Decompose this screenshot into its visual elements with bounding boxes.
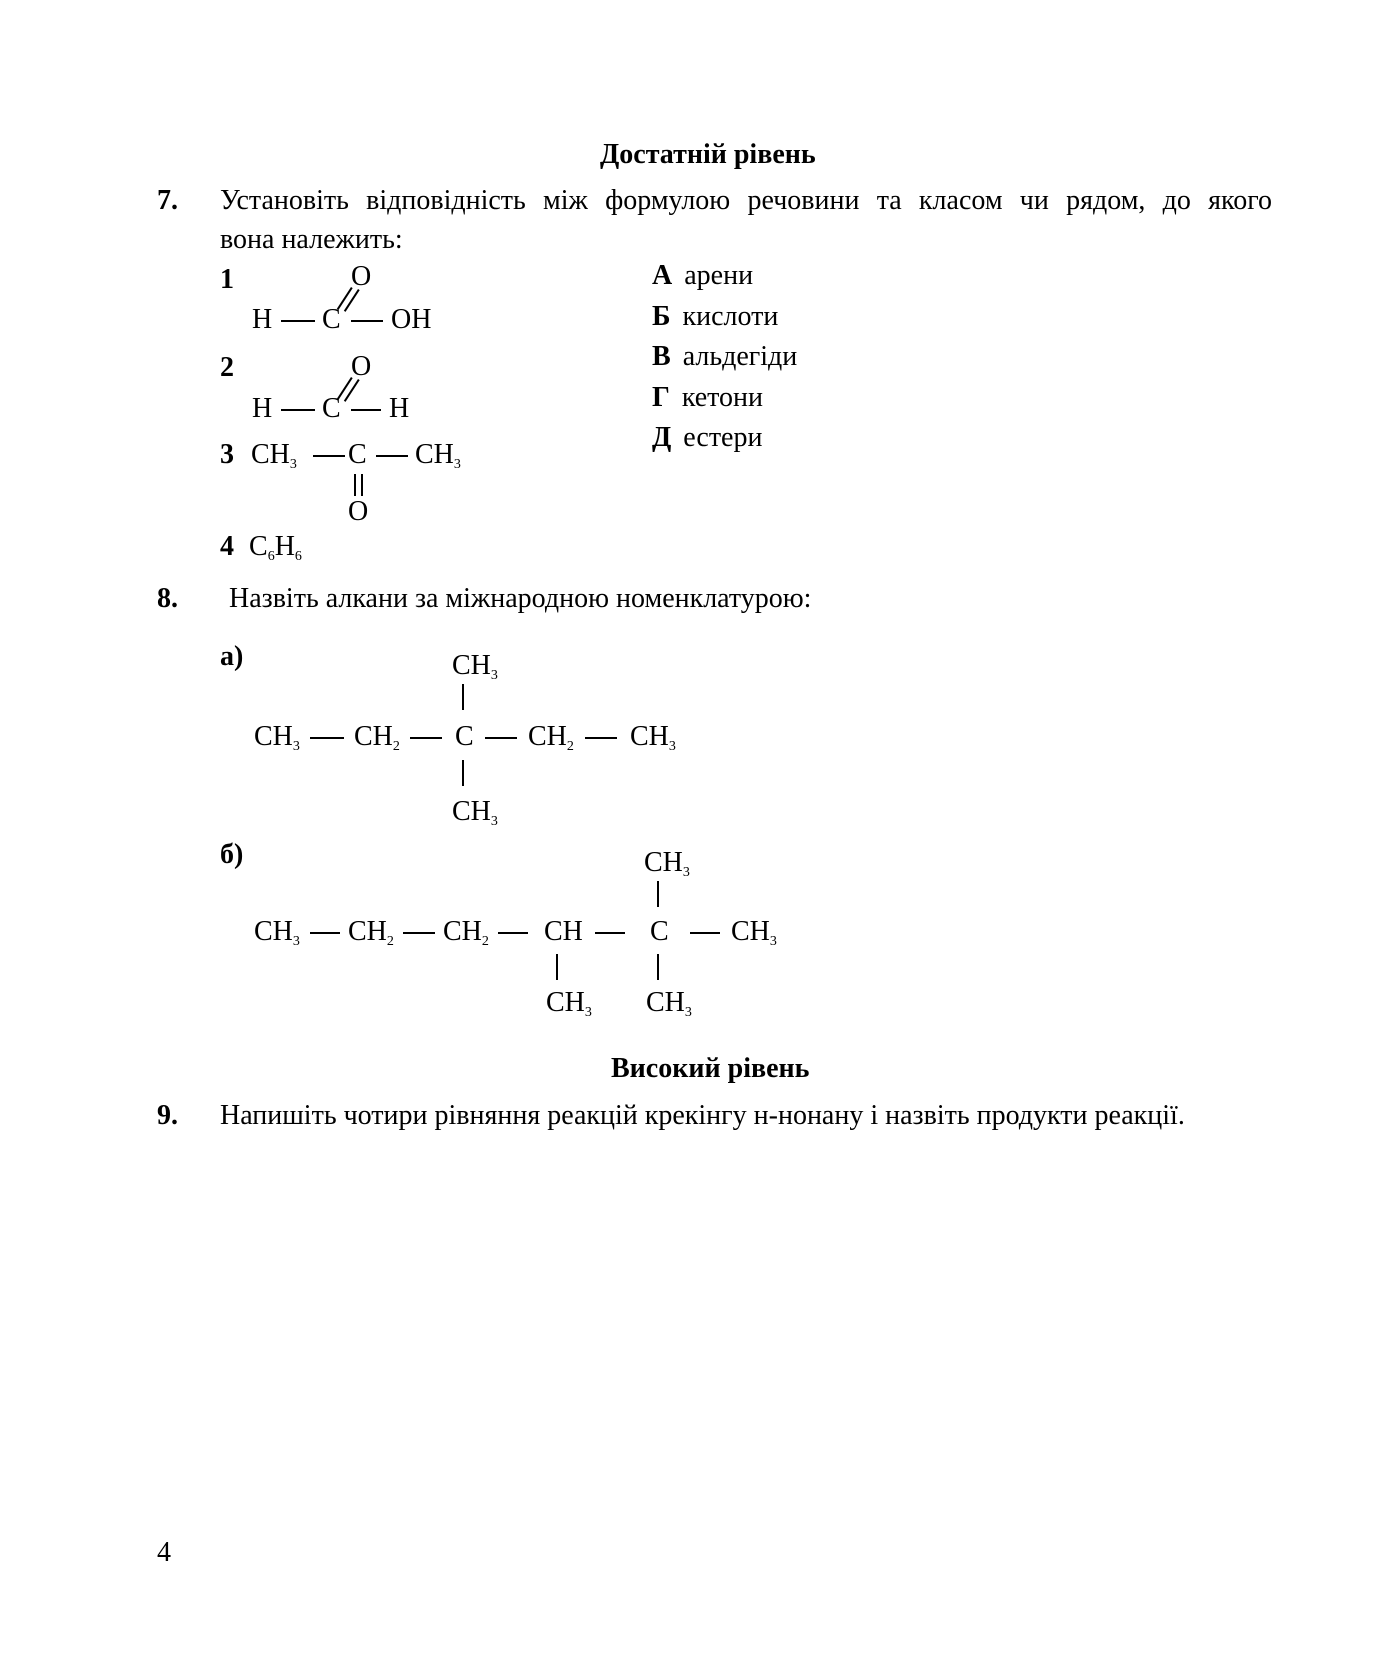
formula-4 [220,531,302,564]
q8a-methyl-1: $CH_3$ [254,721,300,754]
formula-1-oxygen: O [351,261,372,292]
q8a-bond-4 [585,737,617,739]
question-9-text: Напишіть чотири рівняння реакцій крекінгу н-нонану і назвіть продукти реакції. [220,1100,1185,1131]
formula-1-bond-left [281,320,315,322]
question-8-text: Назвіть алкани за міжнародною номенклатурою: [229,583,812,614]
formula-1-hydroxyl: OH [391,304,432,335]
q8b-bond-2 [403,932,435,934]
page-number: 4 [157,1537,171,1568]
formula-3-methyl-left: $CH_3$ [251,439,297,472]
formula-1-number: 1 [220,264,234,295]
q8a-methylene-2: $CH_2$ [354,721,400,754]
formula-3-double-bond-b [361,474,363,496]
formula-3-oxygen: O [348,496,369,527]
question-9-number: 9. [157,1100,178,1131]
q8b-bond-4 [595,932,625,934]
formula-3-carbon: C [348,439,367,470]
q8b-bond-5 [690,932,720,934]
q8b-methylene-2: $CH_2$ [348,916,394,949]
question-7-text-line1: Установіть відповідність між формулою речовини та класом чи рядом, до якого [220,185,1272,216]
q8b-bond-1 [310,932,340,934]
q8b-methine-4: CH [544,916,583,947]
formula-3-number: 3 [220,439,234,470]
formula-2-hydrogen-left: H [252,393,273,424]
section-title-sufficient: Достатній рівень [600,139,816,170]
q8a-bond-2 [410,737,442,739]
formula-1-bond-right [351,320,383,322]
q8b-methyl-top: $CH_3$ [644,847,690,880]
formula-2-number: 2 [220,352,234,383]
q8a-carbon-3: C [455,721,474,752]
formula-3-double-bond-a [354,474,356,496]
formula-2-bond-right [351,409,381,411]
formula-1-hydrogen: H [252,304,273,335]
q8b-bond-top [657,881,659,907]
q8a-methyl-top: $CH_3$ [452,650,498,683]
formula-4-number: 4 [220,531,234,562]
q8a-methyl-5: $CH_3$ [630,721,676,754]
q8b-bond-c-down [657,954,659,980]
option-g: Г кетони [652,382,763,413]
q8a-methyl-bottom: $CH_3$ [452,796,498,829]
q8a-bond-bottom [462,760,464,786]
formula-2-oxygen: O [351,351,372,382]
q8b-methyl-c-branch: $CH_3$ [646,987,692,1020]
formula-2-hydrogen-right: H [389,393,410,424]
formula-2-carbon: C [322,393,341,424]
q8a-bond-top [462,684,464,710]
q8-b-label: б) [220,839,244,870]
formula-2-bond-left [281,409,315,411]
option-v: В альдегіди [652,341,798,372]
q8b-methylene-3: $CH_2$ [443,916,489,949]
q8b-methyl-6: $CH_3$ [731,916,777,949]
question-7-number: 7. [157,185,178,216]
q8-a-label: а) [220,641,244,672]
q8b-methyl-ch-branch: $CH_3$ [546,987,592,1020]
formula-4-formula: $C_6H_6$ [249,531,302,564]
question-7-text-line2: вона належить: [220,224,403,255]
option-b: Б кислоти [652,301,779,332]
q8a-bond-1 [310,737,344,739]
q8b-methyl-1: $CH_3$ [254,916,300,949]
option-d: Д естери [652,422,763,453]
q8b-carbon-5: C [650,916,669,947]
formula-3-bond-left [313,455,345,457]
formula-3-methyl-right: $CH_3$ [415,439,461,472]
q8b-bond-ch-down [556,954,558,980]
option-a: А арени [652,260,754,291]
section-title-high: Високий рівень [611,1053,810,1084]
q8a-bond-3 [485,737,517,739]
q8a-methylene-4: $CH_2$ [528,721,574,754]
formula-1-carbon: C [322,304,341,335]
q8b-bond-3 [498,932,528,934]
formula-3-bond-right [376,455,408,457]
question-8-number: 8. [157,583,178,614]
